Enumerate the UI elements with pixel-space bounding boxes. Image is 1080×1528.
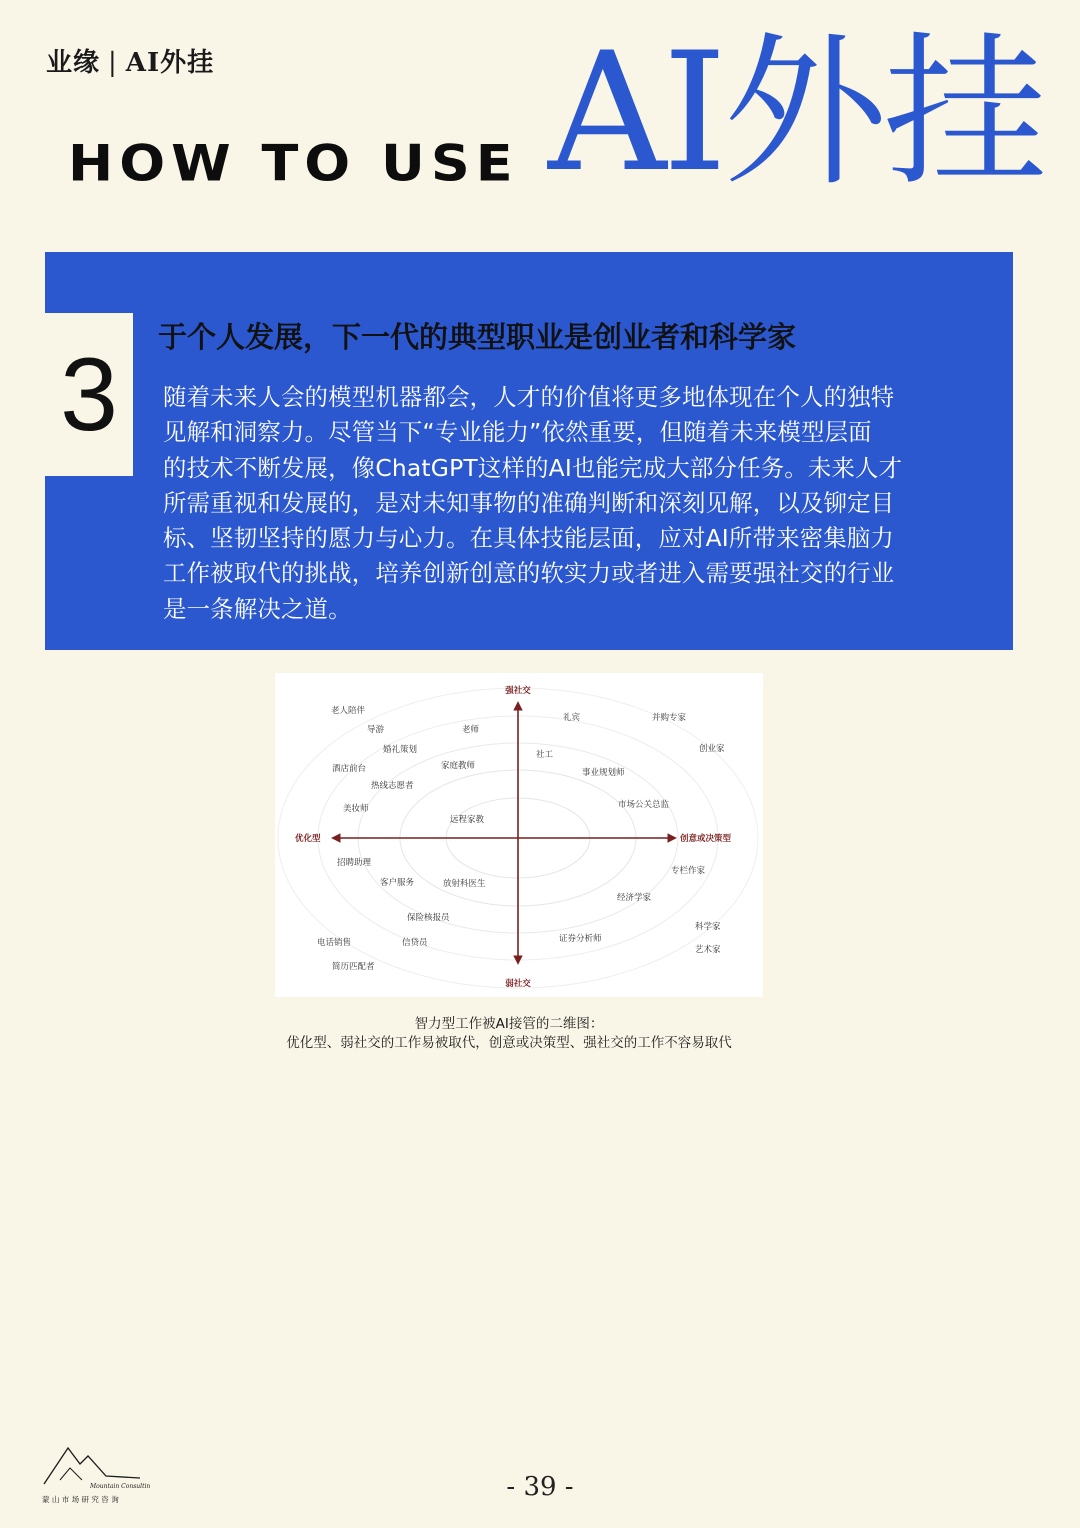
job-label: 热线志愿者 [371,781,414,791]
job-label: 艺术家 [695,945,721,955]
job-label: 创业家 [699,744,725,754]
job-label: 酒店前台 [332,764,367,774]
panel-title: 于个人发展，下一代的典型职业是创业者和科学家 [158,320,797,354]
logo-script: Mountain Consulting [90,1483,150,1490]
job-label: 招聘助理 [337,858,372,868]
panel-body [163,380,983,627]
job-label: 并购专家 [652,713,687,723]
header-separator: | [108,48,118,78]
caption-line-2: 优化型、弱社交的工作易被取代，创意或决策型、强社交的工作不容易取代 [286,1035,732,1051]
axis-label-top: 强社交 [505,686,531,696]
how-to-use-heading: HOW TO USE [68,134,519,193]
axis-label-left: 优化型 [295,834,321,844]
job-label: 放射科医生 [443,879,486,889]
ai-job-quadrant-diagram [275,673,763,997]
job-label: 远程家教 [450,815,485,825]
job-label: 美妆师 [343,804,369,814]
job-label: 老师 [462,725,480,735]
job-label: 电话销售 [317,938,352,948]
job-label: 科学家 [695,922,721,932]
big-title: AI外挂 [548,17,1044,208]
job-label: 专栏作家 [671,866,706,876]
job-label: 婚礼策划 [383,745,418,755]
section-header [46,42,214,79]
body-line: 随着未来人会的模型机器都会，人才的价值将更多地体现在个人的独特 [163,383,895,411]
job-label: 客户服务 [380,878,415,888]
mountain-logo-icon [40,1440,150,1510]
job-label: 社工 [536,750,554,760]
caption-line-1: 智力型工作被AI接管的二维图： [414,1016,604,1032]
body-line: 的技术不断发展，像ChatGPT这样的AI也能完成大部分任务。未来人才 [163,453,903,482]
body-line: 见解和洞察力。尽管当下“专业能力”依然重要，但随着未来模型层面 [163,418,872,447]
job-label: 经济学家 [617,893,652,903]
axis-label-bottom: 弱社交 [505,979,531,989]
job-label: 礼宾 [563,713,581,723]
job-label: 证券分析师 [559,934,602,944]
body-line: 是一条解决之道。 [163,594,352,623]
job-label: 简历匹配者 [332,962,375,972]
body-line: 所需重视和发展的，是对未知事物的准确判断和深刻见解，以及铆定目 [163,488,895,517]
axis-label-right: 创意或决策型 [680,834,732,844]
job-label: 事业规划师 [582,768,625,778]
job-label: 老人陪伴 [331,706,366,716]
job-label: 市场公关总监 [618,800,670,810]
body-line: 标、坚韧坚持的愿力与心力。在具体技能层面，应对AI所带来密集脑力 [163,524,895,553]
section-number-box [45,313,133,476]
section-topic: AI外挂 [125,48,215,78]
job-label: 导游 [367,725,385,735]
section-number: 3 [60,336,118,453]
section-name: 业缘 [46,48,101,78]
job-label: 信贷员 [402,938,428,948]
quadrant-svg [275,673,763,997]
page-number: - 39 - [506,1472,574,1502]
job-label: 家庭教师 [441,761,476,771]
logo-text: 蒙 山 市 场 研 究 咨 询 [42,1495,119,1504]
job-label: 保险核报员 [407,913,450,923]
mountain-logo [40,1440,150,1510]
body-line: 工作被取代的挑战，培养创新创意的软实力或者进入需要强社交的行业 [163,559,895,588]
